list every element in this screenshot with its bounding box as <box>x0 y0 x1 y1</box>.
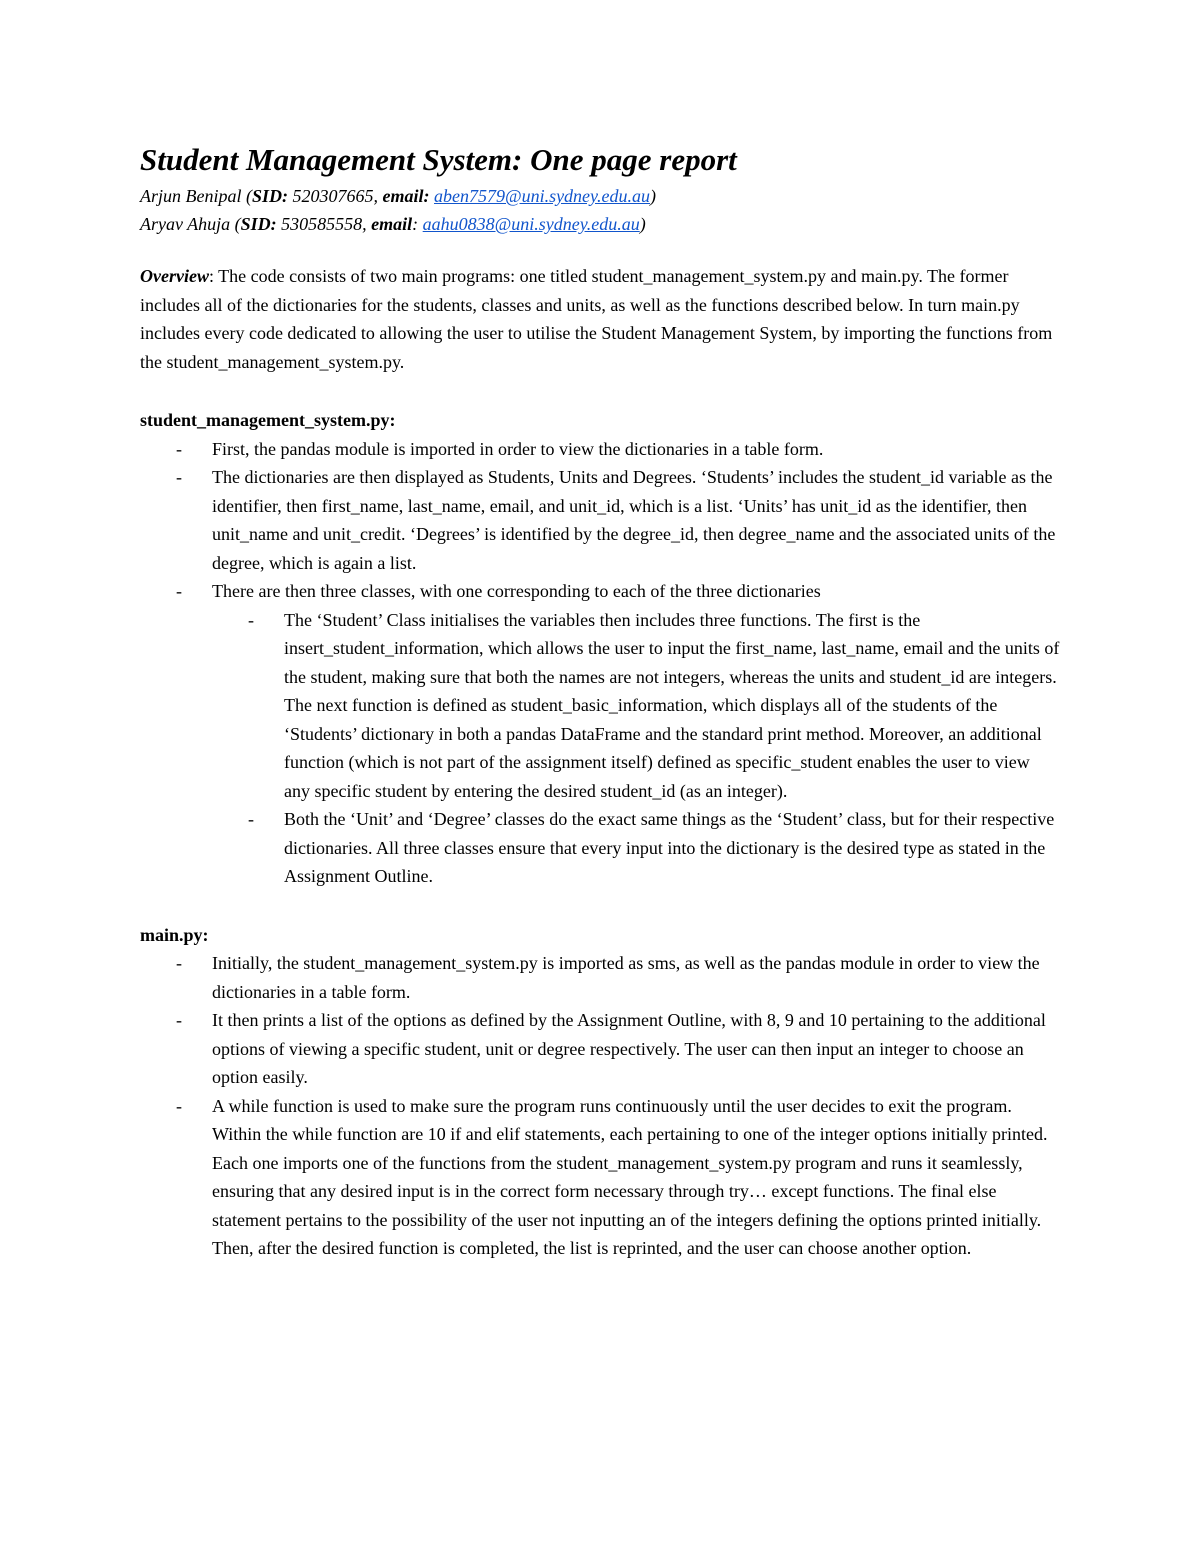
sid-value: 520307665 <box>292 186 374 206</box>
overview-text: : The code consists of two main programs: one titled student_management_system.py and main.py. The former includes all of the dictionaries for the students, classes and units, as well as the functions described below. In turn main.py includes every code dedicated to allowing the user to utilise the Student Management System, by importing the functions from the student_management_system.py. <box>140 266 1053 372</box>
list-item: - It then prints a list of the options as defined by the Assignment Outline, with 8, 9 and 10 pertaining to the additional options of viewing a specific student, unit or degree respectively. The user can then input an integer to choose an option easily. <box>140 1006 1060 1092</box>
sid-label: SID: <box>252 186 289 206</box>
author-name: Arjun Benipal <box>140 186 242 206</box>
list-item: - The dictionaries are then displayed as Students, Units and Degrees. ‘Students’ includes the student_id variable as the identifier, then first_name, last_name, email, and unit_id, which is a list. ‘Units’ has unit_id as the identifier, then unit_name and unit_credit. ‘Degrees’ is identified by the degree_id, then degree_name and the associated units of the degree, which is again a list. <box>140 463 1060 577</box>
document-body <box>140 140 1060 1263</box>
sms-bullet-list <box>140 435 1060 891</box>
list-item-text: There are then three classes, with one corresponding to each of the three dictionaries <box>212 581 821 601</box>
document-title: Student Management System: One page report <box>140 142 737 177</box>
sub-list-item: - The ‘Student’ Class initialises the variables then includes three functions. The first is the insert_student_information, which allows the user to input the first_name, last_name, email and the units of the student, making sure that both the names are not integers, whereas the units and student_id are integers. The next function is defined as student_basic_information, which displays all of the students of the ‘Students’ dictionary in both a pandas DataFrame and the standard print method. Moreover, an additional function (which is not part of the assignment itself) defined as specific_student enables the user to view any specific student by entering the desired student_id (as an integer). <box>212 606 1060 806</box>
author-name: Aryav Ahuja <box>140 214 231 234</box>
sid-value: 530585558 <box>281 214 363 234</box>
main-bullet-list <box>140 949 1060 1263</box>
sms-section-heading: student_management_system.py: <box>140 410 396 430</box>
email-link[interactable]: aben7579@uni.sydney.edu.au <box>434 186 651 206</box>
main-section-heading: main.py: <box>140 924 209 945</box>
list-item: - First, the pandas module is imported in order to view the dictionaries in a table form. <box>140 435 1060 464</box>
author-line-1: Arjun Benipal (SID: 520307665, email: aben7579@uni.sydney.edu.au) <box>140 186 657 206</box>
email-link[interactable]: aahu0838@uni.sydney.edu.au <box>422 214 640 234</box>
sub-list-item: - Both the ‘Unit’ and ‘Degree’ classes do the exact same things as the ‘Student’ class, but for their respective dictionaries. All three classes ensure that every input into the dictionary is the desired type as stated in the Assignment Outline. <box>212 805 1060 891</box>
overview-paragraph <box>140 262 1060 376</box>
email-label: email <box>371 214 413 234</box>
sms-sub-bullet-list <box>212 606 1060 891</box>
email-label: email: <box>382 186 430 206</box>
author-line-2: Aryav Ahuja (SID: 530585558, email: aahu0838@uni.sydney.edu.au) <box>140 214 646 234</box>
overview-label: Overview <box>140 266 209 286</box>
sid-label: SID: <box>240 214 277 234</box>
list-item <box>140 577 1060 891</box>
list-item: - A while function is used to make sure the program runs continuously until the user decides to exit the program. Within the while function are 10 if and elif statements, each pertaining to one of the integer options initially printed. Each one imports one of the functions from the student_management_system.py program and runs it seamlessly, ensuring that any desired input is in the correct form necessary through try… except functions. The final else statement pertains to the possibility of the user not inputting an of the integers defining the options printed initially. Then, after the desired function is completed, the list is reprinted, and the user can choose another option. <box>140 1092 1060 1263</box>
list-item: - Initially, the student_management_system.py is imported as sms, as well as the pandas module in order to view the dictionaries in a table form. <box>140 949 1060 1006</box>
